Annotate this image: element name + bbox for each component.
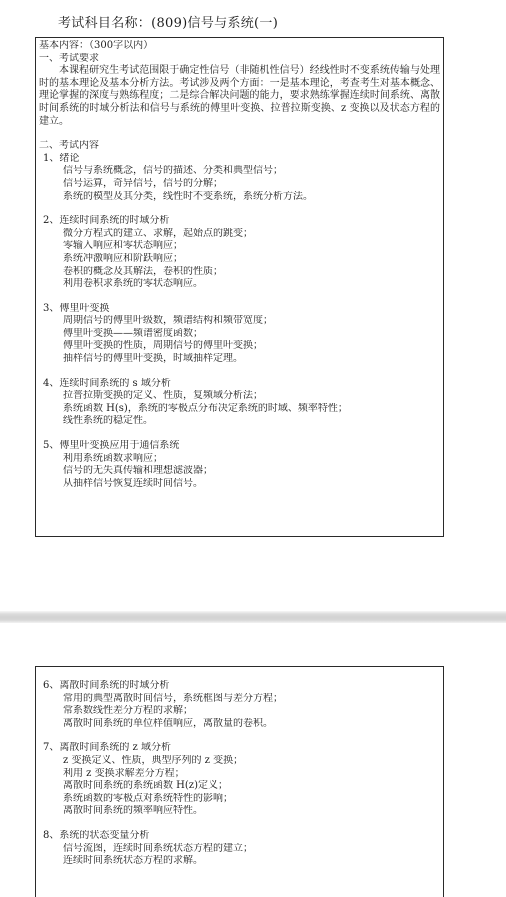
list-item: 系统函数 H(s)，系统的零极点分布决定系统的时域、频率特性； xyxy=(63,402,348,414)
list-item: 常系数线性差分方程的求解； xyxy=(63,705,193,717)
list-item: 信号的无失真传输和理想滤波器； xyxy=(63,465,213,477)
list-item: 零输入响应和零状态响应； xyxy=(63,240,183,252)
subsection-title-7: 7、离散时间系统的 z 域分析 xyxy=(43,742,171,754)
syllabus-box-page2 xyxy=(35,666,444,897)
list-item: 离散时间系统的系统函数 H(z)定义； xyxy=(63,780,228,792)
section-title-content: 二、考试内容 xyxy=(39,140,99,152)
list-item: 抽样信号的傅里叶变换，时域抽样定理。 xyxy=(63,353,243,365)
subsection-title-2: 2、连续时间系统的时域分析 xyxy=(43,215,170,227)
list-item: z 变换定义、性质，典型序列的 z 变换； xyxy=(63,754,244,766)
list-item: 微分方程式的建立、求解，起始点的跳变； xyxy=(63,227,253,239)
list-item: 常用的典型离散时间信号，系统框图与差分方程； xyxy=(63,692,283,704)
section-title-requirements: 一、考试要求 xyxy=(39,52,99,64)
list-item: 信号运算，奇异信号，信号的分解； xyxy=(63,177,223,189)
list-item: 利用卷积求系统的零状态响应。 xyxy=(63,278,203,290)
requirements-paragraph: 本课程研究生考试范围限于确定性信号（非随机性信号）经线性时不变系统传输与处理时的基本理论及基本分析方法。考试涉及两个方面：一是基本理论，考查考生对基本概念、理论掌握的深度与熟练程度；二是综合解决问题的能力，要求熟练掌握连续时间系统、离散时间系统的时域分析法和信号与系统的傅里叶变换、拉普拉斯变换、z 变换以及状态方程的建立。 xyxy=(39,65,440,127)
list-item: 周期信号的傅里叶级数，频谱结构和频带宽度； xyxy=(63,315,273,327)
list-item: 连续时间系统状态方程的求解。 xyxy=(63,855,203,867)
list-item: 拉普拉斯变换的定义、性质，复频域分析法； xyxy=(63,390,263,402)
list-item: 离散时间系统的频率响应特性。 xyxy=(63,805,203,817)
basic-content-label: 基本内容：（300字以内） xyxy=(39,40,154,51)
list-item: 利用 z 变换求解差分方程； xyxy=(63,767,185,779)
subsection-title-5: 5、傅里叶变换应用于通信系统 xyxy=(43,440,180,452)
list-item: 从抽样信号恢复连续时间信号。 xyxy=(63,477,203,489)
list-item: 系统函数的零极点对系统特性的影响； xyxy=(63,792,233,804)
list-item: 利用系统函数求响应； xyxy=(63,452,163,464)
list-item: 离散时间系统的单位样值响应，离散量的卷积。 xyxy=(63,717,273,729)
list-item: 信号与系统概念，信号的描述、分类和典型信号； xyxy=(63,165,283,177)
subsection-title-6: 6、离散时间系统的时域分析 xyxy=(43,680,170,691)
list-item: 信号流图，连续时间系统状态方程的建立； xyxy=(63,842,253,854)
exam-subject-title: 考试科目名称：(809)信号与系统(一) xyxy=(58,16,279,31)
list-item: 傅里叶变换——频谱密度函数； xyxy=(63,327,203,339)
subsection-title-3: 3、傅里叶变换 xyxy=(43,302,110,314)
list-item: 卷积的概念及其解法，卷积的性质； xyxy=(63,265,223,277)
list-item: 线性系统的稳定性。 xyxy=(63,415,153,427)
list-item: 傅里叶变换的性质，周期信号的傅里叶变换； xyxy=(63,340,263,352)
subsection-title-4: 4、连续时间系统的 s 域分析 xyxy=(43,377,171,389)
list-item: 系统的模型及其分类，线性时不变系统，系统分析方法。 xyxy=(63,190,313,202)
page-divider xyxy=(0,611,506,623)
syllabus-box-page1 xyxy=(35,37,444,537)
subsection-title-1: 1、绪论 xyxy=(43,152,80,164)
subsection-title-8: 8、系统的状态变量分析 xyxy=(43,829,150,841)
list-item: 系统冲激响应和阶跃响应； xyxy=(63,252,183,264)
